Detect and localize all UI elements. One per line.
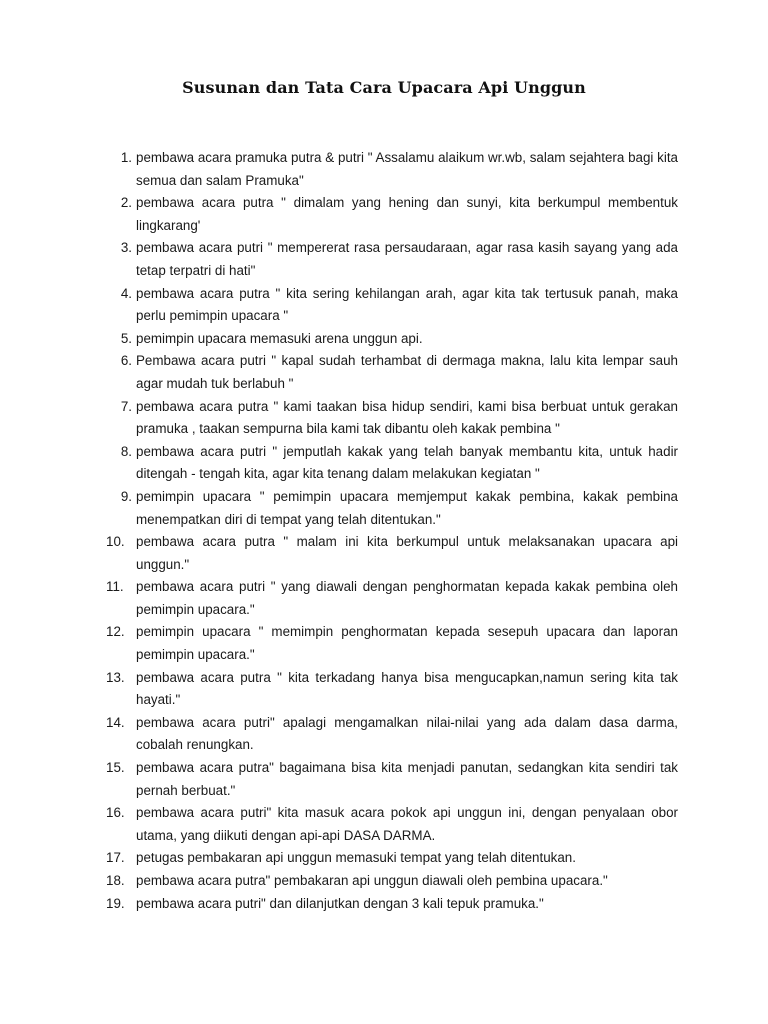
list-item-text: pembawa acara putra " dimalam yang hening dan sunyi, kita berkumpul membentuk lingkarang' bbox=[136, 195, 678, 233]
numbered-list bbox=[106, 147, 678, 915]
list-item-number: 11. bbox=[106, 579, 124, 595]
list-item bbox=[106, 667, 678, 712]
list-item-text: pemimpin upacara memasuki arena unggun api. bbox=[136, 330, 423, 346]
list-item-text: pembawa acara putra " kita sering kehilangan arah, agar kita tak tertusuk panah, maka perlu pemimpin upacara " bbox=[136, 285, 678, 324]
list-item-number: 3. bbox=[120, 240, 132, 256]
list-item-number: 6. bbox=[120, 353, 132, 369]
list-item-text: pembawa acara putra" bagaimana bisa kita menjadi panutan, sedangkan kita sendiri tak pernah berbuat." bbox=[136, 760, 678, 798]
list-item-text: pembawa acara putra " kami taakan bisa hidup sendiri, kami bisa berbuat untuk gerakan pramuka , taakan sempurna bila kami tak dibantu oleh kakak pembina " bbox=[136, 398, 678, 437]
list-item-text: pemimpin upacara " pemimpin upacara memjemput kakak pembina, kakak pembina menempatkan diri di tempat yang telah ditentukan." bbox=[136, 488, 678, 527]
list-item bbox=[106, 802, 678, 847]
list-item bbox=[106, 147, 678, 192]
list-item-number: 5. bbox=[120, 330, 132, 346]
list-item-text: pembawa acara putra " malam ini kita berkumpul untuk melaksanakan upacara api unggun." bbox=[136, 534, 678, 572]
list-item-text: pembawa acara putri " jemputlah kakak yang telah banyak membantu kita, untuk hadir ditengah - tengah kita, agar kita tenang dalam melakukan kegiatan " bbox=[136, 443, 678, 482]
list-item-number: 2. bbox=[120, 195, 132, 211]
list-item-text: pembawa acara pramuka putra & putri " Assalamu alaikum wr.wb, salam sejahtera bagi kita semua dan salam Pramuka" bbox=[136, 150, 678, 188]
list-item-text: pemimpin upacara " memimpin penghormatan kepada sesepuh upacara dan laporan pemimpin upacara." bbox=[136, 624, 678, 663]
list-item-number: 8. bbox=[120, 443, 132, 459]
list-item bbox=[106, 712, 678, 757]
list-item-text: Pembawa acara putri " kapal sudah terhambat di dermaga makna, lalu kita lempar sauh agar mudah tuk berlabuh " bbox=[136, 353, 678, 391]
list-item bbox=[106, 328, 678, 351]
list-item bbox=[106, 396, 678, 441]
list-item-number: 4. bbox=[120, 285, 132, 301]
list-item bbox=[106, 576, 678, 621]
list-item-number: 17. bbox=[106, 850, 125, 866]
list-item bbox=[106, 621, 678, 666]
list-item-text: pembawa acara putra" pembakaran api unggun diawali oleh pembina upacara." bbox=[136, 873, 608, 888]
list-item bbox=[106, 893, 678, 916]
list-item-number: 15. bbox=[106, 760, 125, 776]
list-item-number: 13. bbox=[106, 669, 125, 685]
list-item-number: 14. bbox=[106, 714, 125, 730]
list-item bbox=[106, 847, 678, 870]
list-item-number: 10. bbox=[106, 534, 125, 550]
list-item-number: 19. bbox=[106, 895, 125, 911]
list-item-text: pembawa acara putri " mempererat rasa persaudaraan, agar rasa kasih sayang yang ada tetap terpatri di hati" bbox=[136, 240, 678, 278]
list-item-number: 16. bbox=[106, 805, 125, 821]
list-item bbox=[106, 192, 678, 237]
list-item-text: pembawa acara putra " kita terkadang hanya bisa mengucapkan,namun sering kita tak hayati." bbox=[136, 669, 678, 708]
list-item bbox=[106, 237, 678, 282]
list-item-text: pembawa acara putri" dan dilanjutkan dengan 3 kali tepuk pramuka." bbox=[136, 895, 544, 911]
list-item bbox=[106, 531, 678, 576]
list-item bbox=[106, 283, 678, 328]
list-item-text: pembawa acara putri" kita masuk acara pokok api unggun ini, dengan penyalaan obor utama, yang diikuti dengan api-api DASA DARMA. bbox=[136, 805, 678, 843]
list-item-number: 1. bbox=[120, 150, 132, 165]
list-item bbox=[106, 486, 678, 531]
list-item bbox=[106, 757, 678, 802]
list-item bbox=[106, 870, 678, 893]
list-item bbox=[106, 441, 678, 486]
list-item-number: 7. bbox=[120, 398, 132, 414]
page-title: Susunan dan Tata Cara Upacara Api Unggun bbox=[182, 78, 586, 97]
list-item-text: petugas pembakaran api unggun memasuki tempat yang telah ditentukan. bbox=[136, 850, 576, 866]
list-item-number: 18. bbox=[106, 873, 125, 888]
list-item-text: pembawa acara putri" apalagi mengamalkan nilai-nilai yang ada dalam dasa darma, cobalah renungkan. bbox=[136, 714, 678, 753]
list-item-text: pembawa acara putri " yang diawali dengan penghormatan kepada kakak pembina oleh pemimpin upacara." bbox=[136, 579, 678, 617]
list-item-number: 9. bbox=[120, 488, 132, 504]
list-item bbox=[106, 350, 678, 395]
list-item-number: 12. bbox=[106, 624, 125, 640]
